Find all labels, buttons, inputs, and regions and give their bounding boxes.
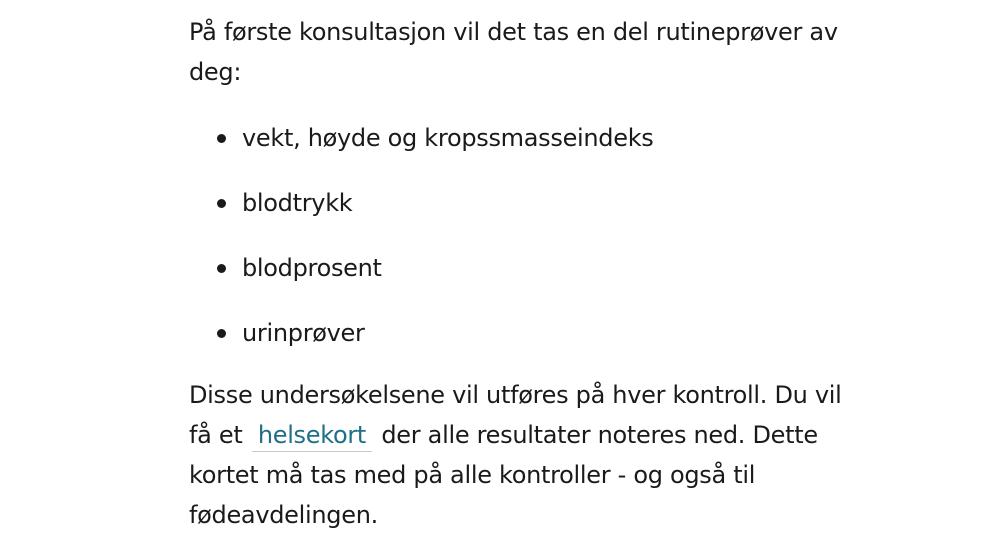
list-item	[189, 313, 869, 353]
list-item-text: vekt, høyde og kropssmasseindeks	[242, 124, 654, 152]
list-item	[189, 118, 869, 158]
bullet-icon	[217, 264, 226, 273]
list-item-text: blodprosent	[242, 254, 382, 282]
bullet-icon	[217, 329, 226, 338]
followup-text-after: der alle resultater noteres ned. Dette kortet må tas med på alle kontroller - og også til fødeavdelingen.	[189, 421, 818, 529]
list-item-text: blodtrykk	[242, 189, 353, 217]
list-item-text: urinprøver	[242, 319, 365, 347]
article-body	[189, 12, 869, 535]
list-item	[189, 183, 869, 223]
routine-tests-list	[189, 118, 869, 353]
bullet-icon	[217, 134, 226, 143]
followup-text-before: Disse undersøkelsene vil utføres på hver kontroll. Du vil få et	[189, 381, 842, 449]
list-item	[189, 248, 869, 288]
bullet-icon	[217, 199, 226, 208]
helsekort-link[interactable]: helsekort	[252, 421, 372, 452]
followup-paragraph	[189, 375, 869, 535]
intro-paragraph: På første konsultasjon vil det tas en del rutineprøver av deg:	[189, 18, 838, 86]
